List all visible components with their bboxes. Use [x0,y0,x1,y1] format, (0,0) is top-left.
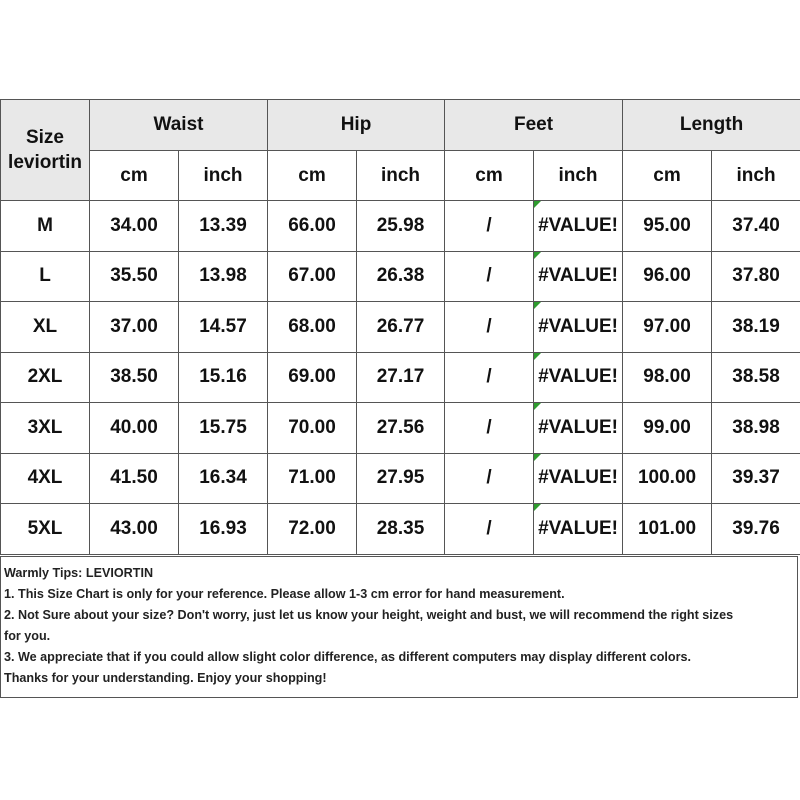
unit-header: inch [179,151,268,201]
measurement-cell: 96.00 [623,251,712,302]
measurement-cell: 14.57 [179,302,268,353]
group-header-feet: Feet [445,100,623,151]
unit-header: cm [268,151,357,201]
tips-heading: Warmly Tips: LEVIORTIN [4,566,154,580]
unit-header: inch [534,151,623,201]
measurement-cell: 15.75 [179,403,268,454]
table-row [1,302,800,353]
size-label-cell: L [1,251,90,302]
measurement-cell: 69.00 [268,352,357,403]
measurement-cell: 99.00 [623,403,712,454]
size-label-cell: XL [1,302,90,353]
unit-header: inch [357,151,445,201]
measurement-cell: / [445,302,534,353]
measurement-cell: 26.77 [357,302,445,353]
measurement-cell: 35.50 [90,251,179,302]
measurement-cell: 16.93 [179,504,268,555]
group-header-hip: Hip [268,100,445,151]
group-header-waist: Waist [90,100,268,151]
table-row [1,251,800,302]
measurement-cell: 37.80 [712,251,800,302]
measurement-cell: 27.17 [357,352,445,403]
tips-panel [0,556,798,698]
measurement-cell: 100.00 [623,453,712,504]
measurement-cell: / [445,403,534,454]
group-header-length: Length [623,100,800,151]
measurement-cell: 13.98 [179,251,268,302]
value-error-cell: #VALUE! [534,352,623,403]
size-header-cell [1,100,90,201]
measurement-cell: 68.00 [268,302,357,353]
brand-header-label: leviortin [8,152,82,173]
measurement-cell: / [445,352,534,403]
measurement-cell: 39.76 [712,504,800,555]
measurement-cell: 67.00 [268,251,357,302]
measurement-cell: 39.37 [712,453,800,504]
tips-line-2: 2. Not Sure about your size? Don't worry, just let us know your height, weight and bust, we will recommend the right sizes [4,608,734,622]
measurement-cell: 37.40 [712,201,800,252]
measurement-cell: 38.58 [712,352,800,403]
value-error-cell: #VALUE! [534,251,623,302]
measurement-cell: 13.39 [179,201,268,252]
measurement-cell: 27.56 [357,403,445,454]
table-row [1,403,800,454]
measurement-cell: / [445,201,534,252]
unit-header: cm [445,151,534,201]
measurement-cell: 101.00 [623,504,712,555]
measurement-cell: 41.50 [90,453,179,504]
value-error-cell: #VALUE! [534,453,623,504]
tips-line-3: 3. We appreciate that if you could allow slight color difference, as different computers may display different colors. [4,650,691,664]
value-error-cell: #VALUE! [534,201,623,252]
unit-header: cm [623,151,712,201]
table-row [1,504,800,555]
measurement-cell: / [445,453,534,504]
measurement-cell: 38.50 [90,352,179,403]
measurement-cell: 43.00 [90,504,179,555]
size-label-cell: 4XL [1,453,90,504]
measurement-cell: 27.95 [357,453,445,504]
size-label-cell: 3XL [1,403,90,454]
measurement-cell: 95.00 [623,201,712,252]
table-row [1,453,800,504]
measurement-cell: / [445,504,534,555]
size-label-cell: 2XL [1,352,90,403]
tips-line-2-continued: for you. [4,629,51,643]
measurement-cell: / [445,251,534,302]
measurement-cell: 16.34 [179,453,268,504]
tips-closing: Thanks for your understanding. Enjoy your shopping! [4,671,327,685]
value-error-cell: #VALUE! [534,504,623,555]
measurement-cell: 98.00 [623,352,712,403]
table-row [1,352,800,403]
value-error-cell: #VALUE! [534,403,623,454]
measurement-cell: 97.00 [623,302,712,353]
table-row [1,201,800,252]
measurement-cell: 37.00 [90,302,179,353]
measurement-cell: 38.98 [712,403,800,454]
measurement-cell: 71.00 [268,453,357,504]
measurement-cell: 72.00 [268,504,357,555]
size-label-cell: M [1,201,90,252]
measurement-cell: 40.00 [90,403,179,454]
measurement-cell: 26.38 [357,251,445,302]
measurement-cell: 15.16 [179,352,268,403]
value-error-cell: #VALUE! [534,302,623,353]
tips-line-1: 1. This Size Chart is only for your reference. Please allow 1-3 cm error for hand measurement. [4,587,565,601]
measurement-cell: 66.00 [268,201,357,252]
measurement-cell: 70.00 [268,403,357,454]
size-chart [0,99,800,555]
size-label-cell: 5XL [1,504,90,555]
measurement-cell: 34.00 [90,201,179,252]
size-table [0,99,800,555]
unit-header: inch [712,151,800,201]
size-header-label: Size [25,127,65,148]
measurement-cell: 25.98 [357,201,445,252]
unit-header: cm [90,151,179,201]
measurement-cell: 38.19 [712,302,800,353]
measurement-cell: 28.35 [357,504,445,555]
